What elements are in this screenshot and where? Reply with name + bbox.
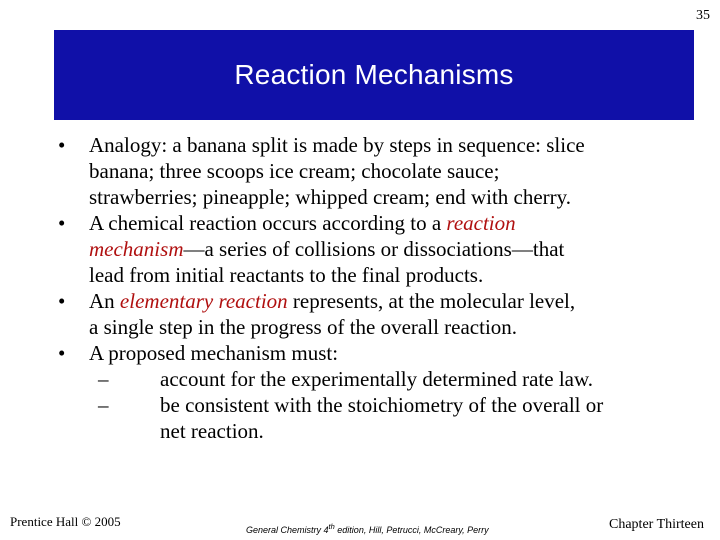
bullet-marker: • xyxy=(58,211,66,235)
footer-citation-text: General Chemistry 4 xyxy=(246,525,329,535)
sub-bullet-line: account for the experimentally determined rate law. xyxy=(160,367,594,391)
footer-book-citation xyxy=(246,522,489,535)
footer-citation-superscript: th xyxy=(328,522,335,531)
footer-citation-text: edition, Hill, Petrucci, McCreary, Perry xyxy=(334,525,489,535)
bullet-elementary-reaction xyxy=(58,288,698,340)
sub-bullet-line: net reaction. xyxy=(160,419,264,443)
bullet-line: A proposed mechanism must: xyxy=(89,341,339,365)
slide-number: 35 xyxy=(696,8,710,23)
sub-bullet-marker: – xyxy=(98,393,109,417)
footer-chapter: Chapter Thirteen xyxy=(609,517,704,532)
bullet-line: banana; three scoops ice cream; chocolate sauce; xyxy=(89,159,500,183)
bullet-marker: • xyxy=(58,133,66,157)
sub-bullet-stoichiometry xyxy=(98,392,698,444)
bullet-marker: • xyxy=(58,341,66,365)
bullet-line: Analogy: a banana split is made by steps in sequence: slice xyxy=(89,133,585,157)
bullet-line: a single step in the progress of the overall reaction. xyxy=(89,315,518,339)
bullet-line xyxy=(89,210,698,236)
term-reaction: reaction xyxy=(446,211,516,235)
bullet-text: —a series of collisions or dissociations—that xyxy=(183,237,565,261)
bullet-analogy xyxy=(58,132,698,210)
bullet-line xyxy=(89,236,698,262)
term-mechanism: mechanism xyxy=(89,237,184,261)
slide-content xyxy=(58,132,698,444)
bullet-text: An xyxy=(89,289,120,313)
title-band xyxy=(54,30,694,120)
bullet-line: strawberries; pineapple; whipped cream; end with cherry. xyxy=(89,185,572,209)
bullet-line: lead from initial reactants to the final products. xyxy=(89,263,484,287)
sub-bullet-marker: – xyxy=(98,367,109,391)
bullet-text: represents, at the molecular level, xyxy=(287,289,576,313)
bullet-reaction-mechanism xyxy=(58,210,698,288)
bullet-proposed-mechanism xyxy=(58,340,698,366)
bullet-text: A chemical reaction occurs according to a xyxy=(89,211,447,235)
bullet-line xyxy=(89,288,698,314)
bullet-marker: • xyxy=(58,289,66,313)
sub-bullet-line: be consistent with the stoichiometry of the overall or xyxy=(160,393,604,417)
term-elementary-reaction: elementary reaction xyxy=(119,289,288,313)
sub-bullet-rate-law xyxy=(98,366,698,392)
footer-publisher: Prentice Hall © 2005 xyxy=(10,514,121,529)
slide-title: Reaction Mechanisms xyxy=(234,59,514,90)
